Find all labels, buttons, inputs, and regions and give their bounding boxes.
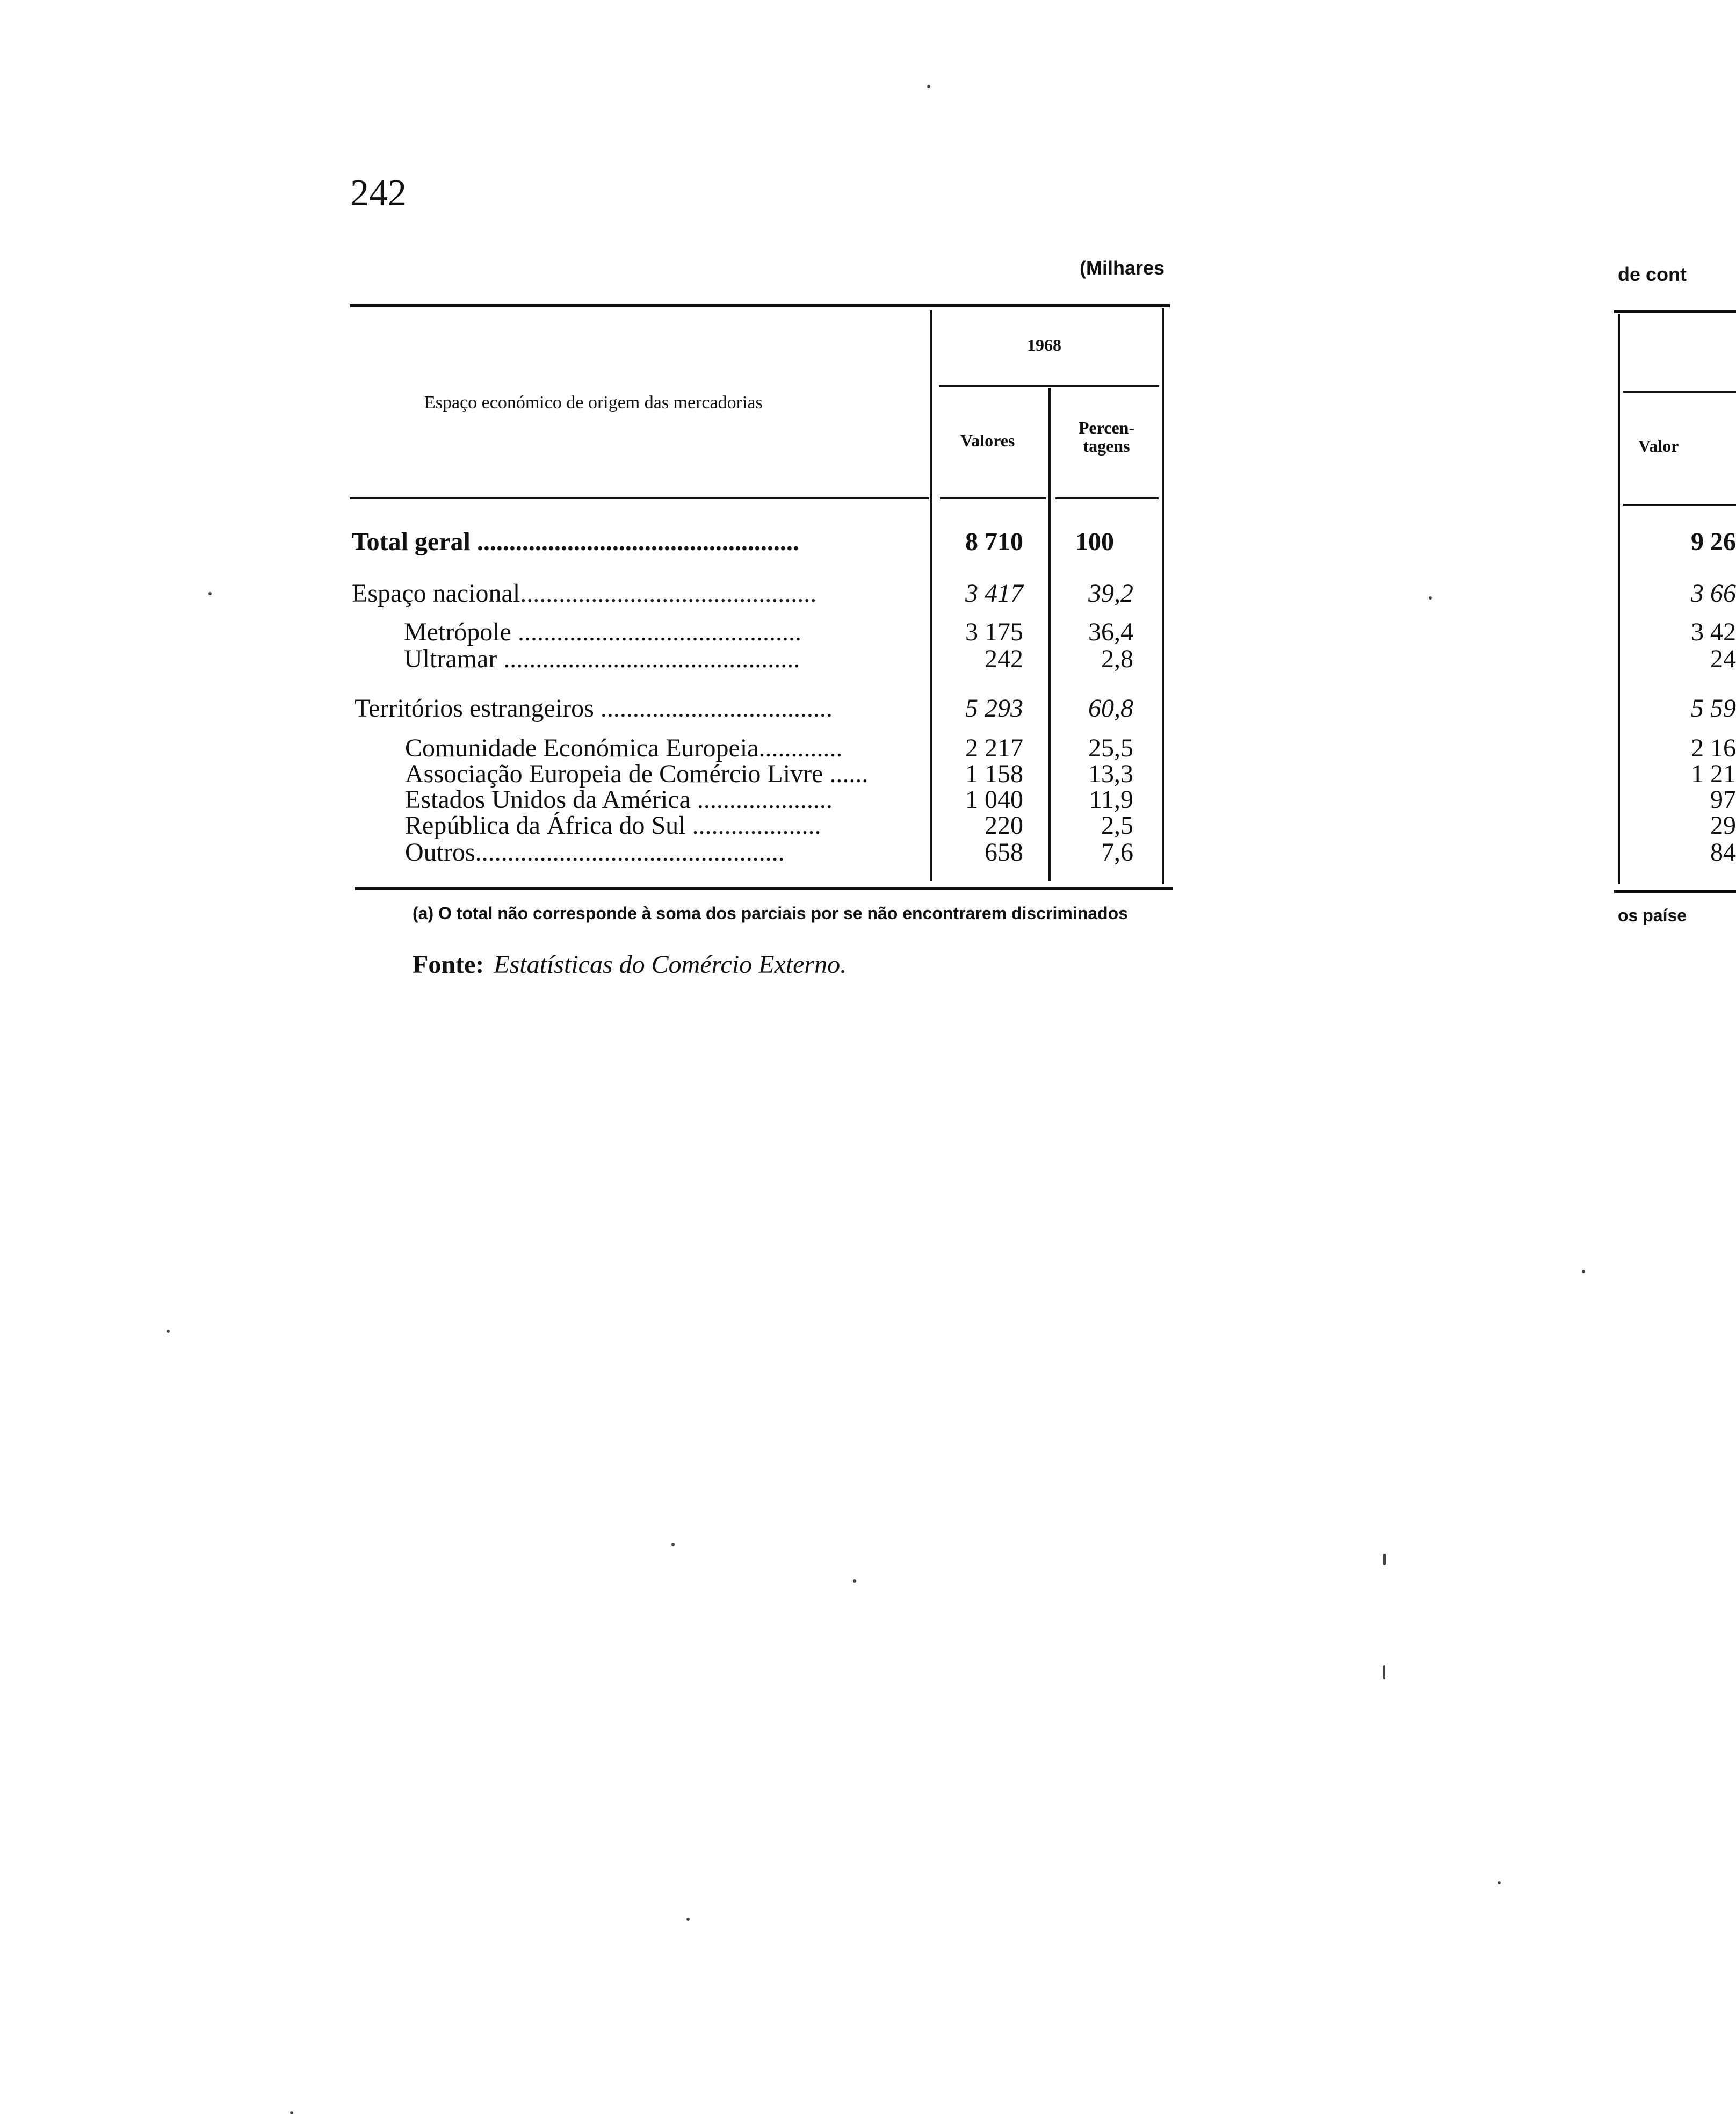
table-row — [0, 694, 1736, 723]
row-value-next: 3 66 — [1691, 579, 1736, 608]
row-label: Ultramar .............................................. — [404, 645, 800, 673]
footnote-continuation: os paíse — [1618, 906, 1687, 925]
scan-speck — [208, 592, 212, 595]
table-row — [0, 645, 1736, 674]
table-row — [0, 579, 1736, 608]
year-underline-next — [1623, 391, 1736, 393]
row-label: Comunidade Económica Europeia............. — [405, 734, 843, 762]
row-label: Estados Unidos da América ..................... — [405, 785, 833, 814]
row-label: Espaço nacional.............................................. — [352, 579, 817, 608]
source-text: Estatísticas do Comércio Externo. — [494, 950, 847, 979]
page-number: 242 — [350, 172, 407, 214]
row-label: Metrópole ............................................ — [404, 618, 801, 646]
row-value: 658 — [985, 838, 1023, 866]
row-label: Associação Europeia de Comércio Livre ...... — [405, 760, 869, 788]
row-value: 2 217 — [965, 734, 1023, 762]
row-percentage: 39,2 — [1088, 579, 1133, 608]
table-bottom-rule — [355, 887, 1173, 890]
stub-header: Espaço económico de origem das mercadorias — [424, 393, 763, 413]
header-bottom-rule-stub — [350, 497, 929, 499]
table-row — [0, 528, 1736, 557]
row-value: 220 — [985, 811, 1023, 840]
header-bottom-rule-values — [940, 497, 1046, 499]
row-value-next: 9 26 — [1691, 528, 1736, 556]
values-header-next: Valor — [1638, 436, 1679, 456]
row-percentage: 25,5 — [1088, 734, 1133, 762]
row-percentage: 7,6 — [1101, 838, 1133, 866]
table-row — [0, 785, 1736, 814]
percentages-header — [1066, 419, 1147, 455]
row-percentage: 2,8 — [1101, 645, 1133, 673]
unit-note-continuation: de cont — [1618, 263, 1687, 285]
scan-speck — [1582, 1270, 1585, 1273]
row-percentage: 13,3 — [1088, 760, 1133, 788]
scan-speck — [1383, 1665, 1385, 1679]
row-percentage: 36,4 — [1088, 618, 1133, 646]
table-bottom-rule-next — [1614, 890, 1736, 893]
header-bottom-rule-next — [1623, 504, 1736, 506]
row-value-next: 97 — [1710, 785, 1736, 814]
row-value-next: 29 — [1710, 811, 1736, 840]
row-percentage: 100 — [1075, 528, 1114, 556]
scan-speck — [290, 2111, 293, 2114]
scan-speck — [1498, 1881, 1501, 1884]
year-underline — [939, 385, 1159, 387]
row-value-next: 1 21 — [1691, 760, 1736, 788]
source-line — [413, 950, 847, 979]
row-value: 8 710 — [965, 528, 1023, 556]
row-label: Total geral .................................................. — [352, 528, 799, 556]
row-percentage: 11,9 — [1089, 785, 1133, 814]
row-value-next: 5 59 — [1691, 694, 1736, 723]
row-value: 1 158 — [965, 760, 1023, 788]
scan-speck — [671, 1543, 675, 1546]
row-value: 1 040 — [965, 785, 1023, 814]
row-value: 3 417 — [965, 579, 1023, 608]
footnote: (a) O total não corresponde à soma dos parciais por se não encontrarem discriminados — [413, 904, 1128, 923]
row-label: Territórios estrangeiros .................................... — [355, 694, 833, 723]
row-label: República da África do Sul .................... — [405, 811, 821, 840]
table-top-rule-next — [1614, 310, 1736, 313]
table-row — [0, 760, 1736, 789]
table-top-rule — [350, 304, 1170, 307]
row-value-next: 84 — [1710, 838, 1736, 866]
scan-speck — [686, 1918, 690, 1921]
row-value: 5 293 — [965, 694, 1023, 723]
table-row — [0, 838, 1736, 867]
row-value-next: 2 16 — [1691, 734, 1736, 762]
row-value-next: 24 — [1710, 645, 1736, 673]
table-row — [0, 811, 1736, 840]
row-label: Outros................................................ — [405, 838, 785, 866]
values-header: Valores — [960, 431, 1015, 450]
row-percentage: 60,8 — [1088, 694, 1133, 723]
table-row — [0, 618, 1736, 647]
scan-speck — [167, 1330, 170, 1333]
year-header: 1968 — [1027, 335, 1061, 355]
unit-note: (Milhares — [1080, 257, 1165, 279]
table-row — [0, 734, 1736, 763]
row-value: 3 175 — [965, 618, 1023, 646]
percentages-header-line1: Percen- — [1078, 418, 1135, 437]
scan-speck — [1429, 596, 1432, 600]
row-value: 242 — [985, 645, 1023, 673]
row-value-next: 3 42 — [1691, 618, 1736, 646]
scan-speck — [853, 1579, 856, 1583]
percentages-header-line2: tagens — [1083, 436, 1130, 456]
row-percentage: 2,5 — [1101, 811, 1133, 840]
scan-speck — [927, 85, 930, 88]
source-label: Fonte: — [413, 950, 484, 979]
scan-speck — [1383, 1554, 1386, 1565]
header-bottom-rule-pct — [1055, 497, 1159, 499]
